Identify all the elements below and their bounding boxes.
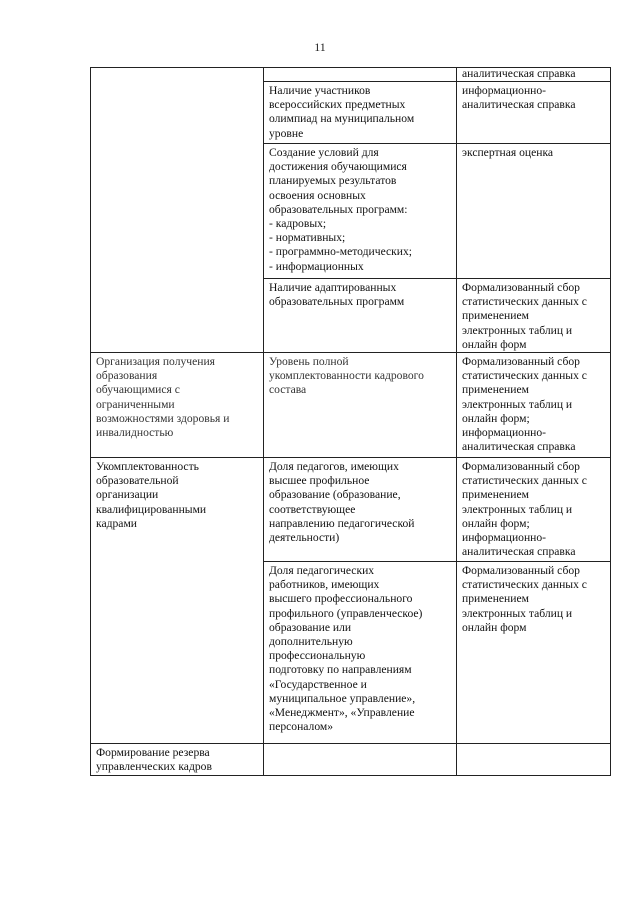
table-cell-indicator: Наличие адаптированных образовательных программ	[264, 279, 457, 353]
table-row	[91, 353, 611, 458]
table-cell-method: экспертная оценка	[457, 144, 611, 279]
table-cell-method: Формализованный сбор статистических данных с применением электронных таблиц и онлайн форм	[457, 279, 611, 353]
table-cell-method: информационно- аналитическая справка	[457, 82, 611, 144]
page-number: 11	[314, 40, 326, 54]
table-cell-indicator: Доля педагогических работников, имеющих высшего профессионального профильного (управленческое) образование или дополнительную профессиональную подготовку по направлениям «Государственное и муниципальное управление», «Менеджмент», «Управление персоналом»	[264, 562, 457, 744]
table-cell-method	[457, 744, 611, 776]
table-cell-criterion	[91, 68, 264, 353]
table-cell-criterion: Формирование резерва управленческих кадров	[91, 744, 264, 776]
table-row	[91, 744, 611, 776]
criteria-table	[90, 67, 611, 776]
table-cell-indicator: Доля педагогов, имеющих высшее профильное образование (образование, соответствующее направлению педагогической деятельности)	[264, 458, 457, 562]
table-cell-indicator: Уровень полной укомплектованности кадрового состава	[264, 353, 457, 458]
table-cell-indicator	[264, 744, 457, 776]
table-cell-method: Формализованный сбор статистических данных с применением электронных таблиц и онлайн форм; информационно- аналитическая справка	[457, 458, 611, 562]
table-row	[91, 68, 611, 82]
table-cell-criterion: Организация получения образования обучающимися с ограниченными возможностями здоровья и инвалидностью	[91, 353, 264, 458]
table-cell-method: аналитическая справка	[457, 68, 611, 82]
table-cell-indicator: Создание условий для достижения обучающимися планируемых результатов освоения основных образовательных программ: - кадровых; - нормативных; - программно-методических; - информационных	[264, 144, 457, 279]
table-cell-criterion: Укомплектованность образовательной организации квалифицированными кадрами	[91, 458, 264, 744]
table-cell-indicator	[264, 68, 457, 82]
table-cell-indicator: Наличие участников всероссийских предметных олимпиад на муниципальном уровне	[264, 82, 457, 144]
table-cell-method: Формализованный сбор статистических данных с применением электронных таблиц и онлайн форм; информационно- аналитическая справка	[457, 353, 611, 458]
table-row	[91, 458, 611, 562]
table-cell-method: Формализованный сбор статистических данных с применением электронных таблиц и онлайн форм	[457, 562, 611, 744]
